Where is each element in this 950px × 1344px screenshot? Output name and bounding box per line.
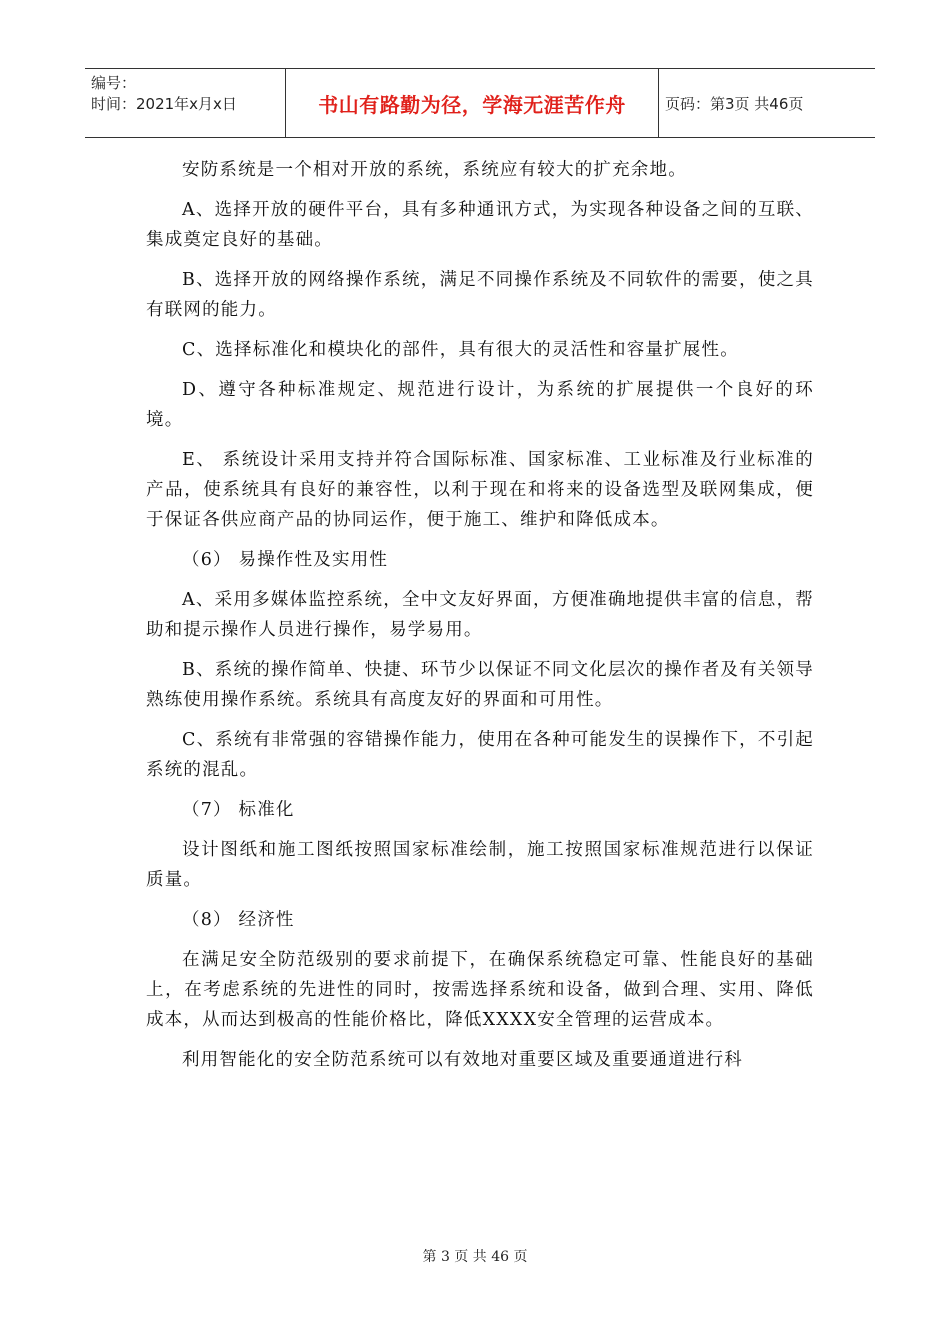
header-motto-cell xyxy=(286,69,659,137)
paragraph: B、系统的操作简单、快捷、环节少以保证不同文化层次的操作者及有关领导熟练使用操作系统。系统具有高度友好的界面和可用性。 xyxy=(146,660,814,710)
document-body xyxy=(146,155,814,1085)
header-meta-cell xyxy=(85,69,286,137)
header-page-cell xyxy=(659,69,875,137)
paragraph: 在满足安全防范级别的要求前提下，在确保系统稳定可靠、性能良好的基础上，在考虑系统的先进性的同时，按需选择系统和设备，做到合理、实用、降低成本，从而达到极高的性能价格比，降低XXXX安全管理的运营成本。 xyxy=(146,950,814,1030)
page-info: 页码：第3页 共46页 xyxy=(665,94,804,113)
paragraph: 利用智能化的安全防范系统可以有效地对重要区域及重要通道进行科 xyxy=(182,1050,743,1070)
paragraph: A、采用多媒体监控系统，全中文友好界面，方便准确地提供丰富的信息，帮助和提示操作人员进行操作，易学易用。 xyxy=(146,590,814,640)
paragraph: B、选择开放的网络操作系统，满足不同操作系统及不同软件的需要，使之具有联网的能力。 xyxy=(146,270,814,320)
time-label: 时间：2021年x月x日 xyxy=(91,95,237,113)
paragraph: A、选择开放的硬件平台，具有多种通讯方式，为实现各种设备之间的互联、集成奠定良好的基础。 xyxy=(146,200,814,250)
page-footer: 第 3 页 共 46 页 xyxy=(422,1249,528,1265)
paragraph: E、 系统设计采用支持并符合国际标准、国家标准、工业标准及行业标准的产品，使系统具有良好的兼容性，以利于现在和将来的设备选型及联网集成，便于保证各供应商产品的协同运作，便于施工、维护和降低成本。 xyxy=(146,450,814,530)
motto-text: 书山有路勤为径，学海无涯苦作舟 xyxy=(318,92,626,117)
paragraph: D、遵守各种标准规定、规范进行设计，为系统的扩展提供一个良好的环境。 xyxy=(146,380,814,430)
header-table xyxy=(85,68,875,138)
paragraph: C、选择标准化和模块化的部件，具有很大的灵活性和容量扩展性。 xyxy=(182,340,739,360)
paragraph: C、系统有非常强的容错操作能力，使用在各种可能发生的误操作下，不引起系统的混乱。 xyxy=(146,730,814,780)
paragraph: 安防系统是一个相对开放的系统，系统应有较大的扩充余地。 xyxy=(182,160,687,180)
section-heading: （7） 标准化 xyxy=(182,800,295,820)
paragraph: 设计图纸和施工图纸按照国家标准绘制，施工按照国家标准规范进行以保证质量。 xyxy=(146,840,814,890)
section-heading: （8） 经济性 xyxy=(182,910,295,930)
section-heading: （6） 易操作性及实用性 xyxy=(182,550,389,570)
number-label: 编号： xyxy=(91,74,137,92)
